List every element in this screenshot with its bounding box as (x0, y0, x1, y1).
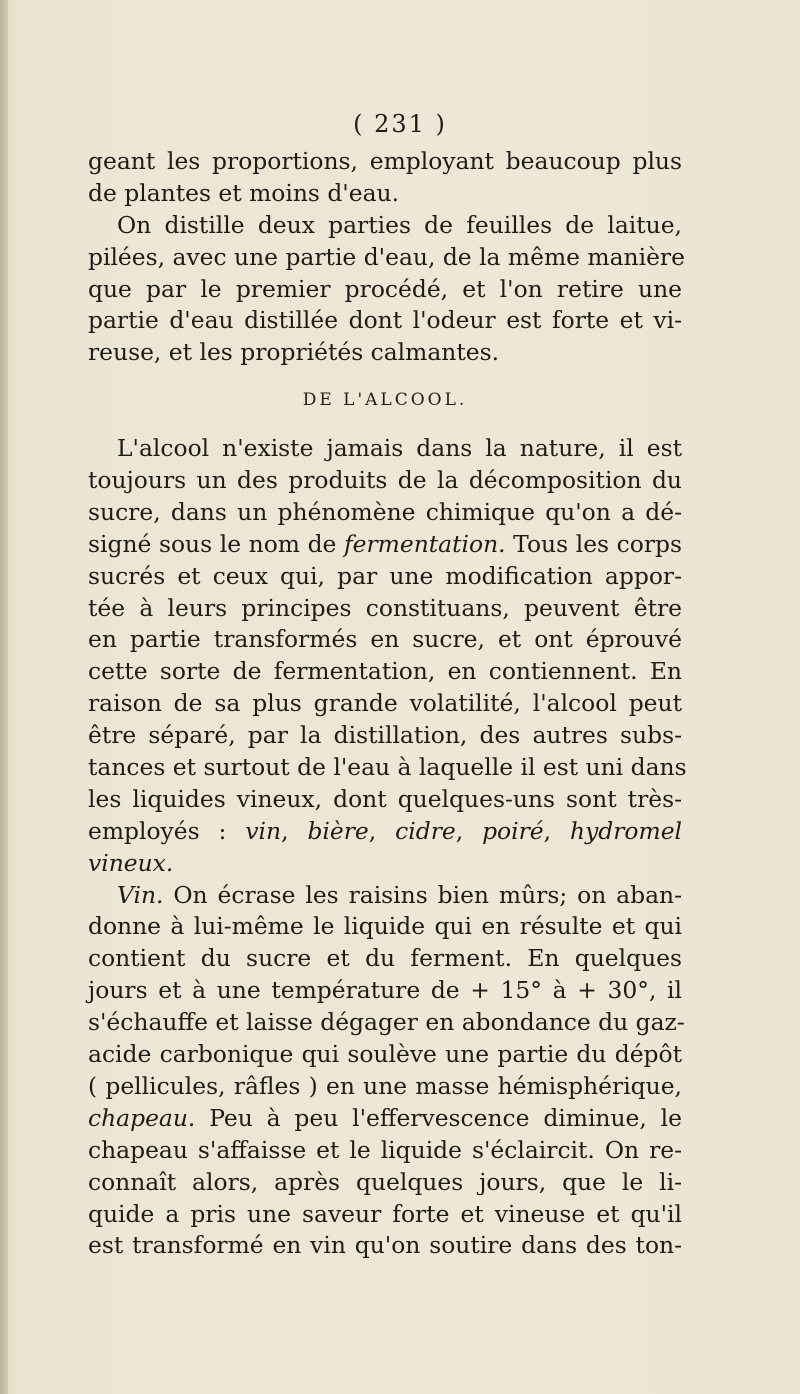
text-span: Tous les corps (505, 529, 682, 558)
text-line: acide carbonique qui soulève une partie du dépôt (88, 1040, 682, 1069)
text-line: sucrés et ceux qui, par une modification appor- (88, 561, 682, 590)
text-line: cette sorte de fermentation, en contiennent. En (88, 657, 682, 686)
italic-term: hydromel (570, 816, 683, 845)
text-line: On distille deux parties de feuilles de laitue, (117, 210, 682, 239)
text-line (88, 880, 682, 912)
section-heading: DE L'ALCOOL. (302, 390, 468, 411)
text-line: les liquides vineux, dont quelques-uns sont très- (88, 784, 682, 813)
text-span: signé sous le nom de (88, 529, 344, 558)
text-line: toujours un des produits de la décomposition du (88, 466, 682, 495)
text-line: de plantes et moins d'eau. (88, 178, 400, 207)
text-span: , (368, 816, 396, 845)
text-span: , (543, 816, 570, 845)
text-line: jours et à une température de + 15° à + 30°, il (88, 976, 682, 1005)
text-line: donne à lui-même le liquide qui en résulte et qui (88, 912, 682, 941)
text-line: sucre, dans un phénomène chimique qu'on a dé- (88, 497, 682, 526)
text-span: , (455, 816, 483, 845)
italic-term: vin (245, 816, 282, 845)
text-line: en partie transformés en sucre, et ont éprouvé (88, 625, 682, 654)
text-line: s'échauffe et laisse dégager en abondance du gaz- (88, 1008, 685, 1037)
page-spine-edge (0, 0, 8, 1394)
italic-term: poiré (482, 816, 544, 845)
text-line: est transformé en vin qu'on soutire dans des ton- (88, 1231, 682, 1260)
text-line: quide a pris une saveur forte et vineuse et qu'il (88, 1199, 682, 1228)
text-line: tée à leurs principes constituans, peuvent être (88, 593, 682, 622)
text-line: partie d'eau distillée dont l'odeur est forte et vi- (88, 306, 682, 335)
text-line: L'alcool n'existe jamais dans la nature, il est (117, 434, 682, 463)
text-line: connaît alors, après quelques jours, que le li- (88, 1167, 682, 1196)
italic-term: chapeau. (88, 1103, 196, 1132)
text-line: tances et surtout de l'eau à laquelle il est uni dans (88, 753, 687, 782)
page-number: ( 231 ) (353, 110, 447, 138)
text-span: , (281, 816, 308, 845)
italic-term: Vin. (117, 880, 164, 909)
text-line: geant les proportions, employant beaucoup plus (88, 147, 682, 175)
text-line: chapeau s'affaisse et le liquide s'éclaircit. On re- (88, 1135, 682, 1164)
text-line: ( pellicules, râfles ) en une masse hémisphérique, (88, 1071, 682, 1100)
text-span: Peu à peu l'effervescence diminue, le (195, 1103, 682, 1132)
text-line (88, 1103, 682, 1135)
body-text (88, 146, 687, 1262)
italic-term: cidre (395, 816, 456, 845)
text-span: On écrase les raisins bien mûrs; on aban- (163, 880, 682, 909)
text-line: être séparé, par la distillation, des autres subs- (88, 721, 682, 750)
italic-term: fermentation. (344, 529, 506, 558)
text-line: reuse, et les propriétés calmantes. (88, 338, 500, 367)
text-line: contient du sucre et du ferment. En quelques (88, 944, 682, 973)
text-line (88, 816, 682, 848)
italic-term: vineux. (88, 848, 174, 877)
text-span: employés : (88, 816, 246, 845)
text-line (88, 848, 682, 880)
text-line: raison de sa plus grande volatilité, l'alcool peut (88, 689, 682, 718)
text-line: que par le premier procédé, et l'on retire une (88, 274, 682, 303)
italic-term: bière (307, 816, 369, 845)
text-line (88, 529, 682, 561)
text-line: pilées, avec une partie d'eau, de la même manière (88, 242, 685, 271)
